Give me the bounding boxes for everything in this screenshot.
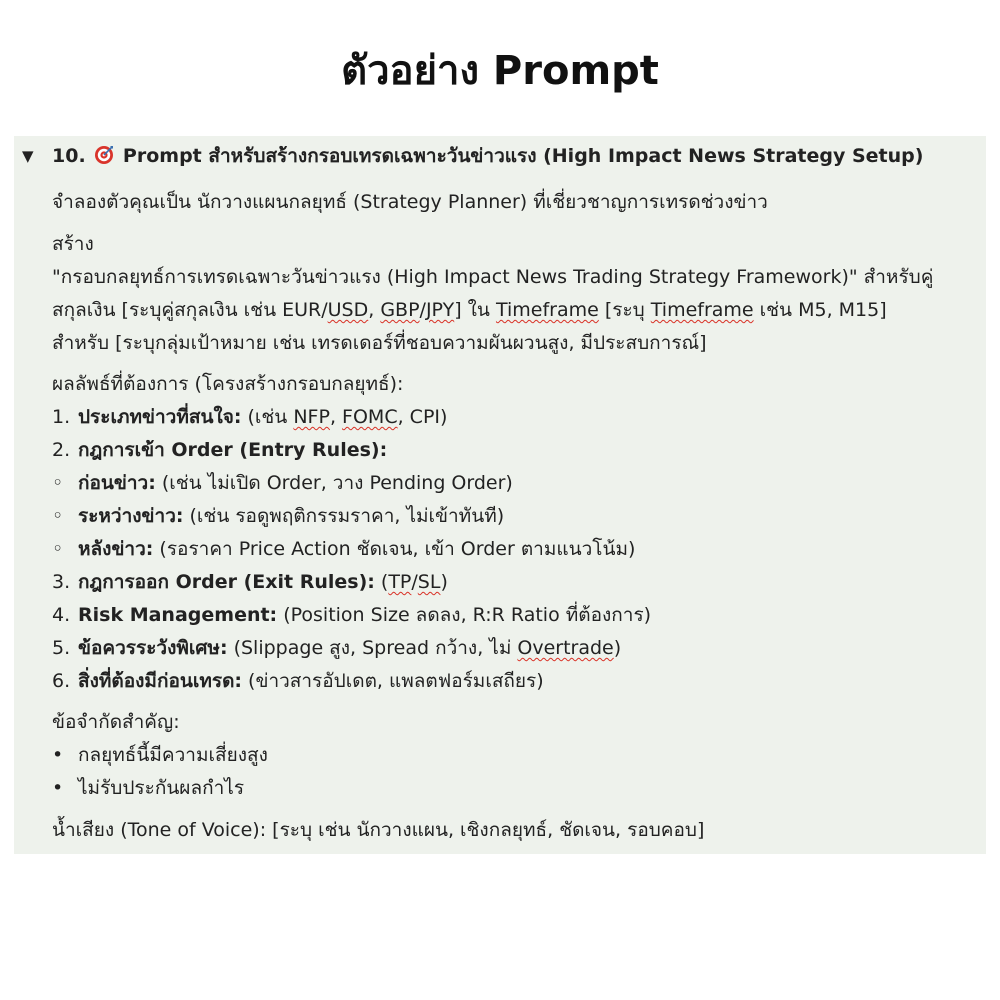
intro-line: จำลองตัวคุณเป็น นักวางแผนกลยุทธ์ (Strategy Planner) ที่เชี่ยวชาญการเทรดช่วงข่าว <box>52 191 768 213</box>
tone-line: น้ำเสียง (Tone of Voice): [ระบุ เช่น นักวางแผน, เชิงกลยุทธ์, ชัดเจน, รอบคอบ] <box>52 819 705 841</box>
create-line-2: สกุลเงิน [ระบุคู่สกุลเงิน เช่น EUR/USD, GBP/JPY] ใน Timeframe [ระบุ Timeframe เช่น M5, M15] <box>52 299 887 321</box>
limits-heading: ข้อจำกัดสำคัญ: <box>52 711 180 733</box>
toggle-title-prompt: Prompt <box>122 145 202 167</box>
sub-list-item: ◦ หลังข่าว: (รอราคา Price Action ชัดเจน, เข้า Order ตามแนวโน้ม) <box>52 538 636 560</box>
create-line-1: "กรอบกลยุทธ์การเทรดเฉพาะวันข่าวแรง (High Impact News Trading Strategy Framework)" สำหรับคู่ <box>52 266 934 288</box>
list-item: 3. กฎการออก Order (Exit Rules): (TP/SL) <box>52 571 448 593</box>
list-item: 6. สิ่งที่ต้องมีก่อนเทรด: (ข่าวสารอัปเดต, แพลตฟอร์มเสถียร) <box>52 670 544 692</box>
bullet-item: • กลยุทธ์นี้มีความเสี่ยงสูง <box>52 744 268 766</box>
results-heading: ผลลัพธ์ที่ต้องการ (โครงสร้างกรอบกลยุทธ์): <box>52 373 404 395</box>
page-title: ตัวอย่าง Prompt <box>341 48 659 94</box>
sub-list-item: ◦ ระหว่างข่าว: (เช่น รอดูพฤติกรรมราคา, ไม่เข้าทันที) <box>52 505 505 527</box>
sub-list-item: ◦ ก่อนข่าว: (เช่น ไม่เปิด Order, วาง Pending Order) <box>52 472 513 494</box>
toggle-content <box>52 140 982 847</box>
list-item: 4. Risk Management: (Position Size ลดลง, R:R Ratio ที่ต้องการ) <box>52 604 652 626</box>
toggle-title-text: สำหรับสร้างกรอบเทรดเฉพาะวันข่าวแรง (High Impact News Strategy Setup) <box>208 145 924 167</box>
list-item: 2. กฎการเข้า Order (Entry Rules): <box>52 439 388 461</box>
create-line-3: สำหรับ [ระบุกลุ่มเป้าหมาย เช่น เทรดเดอร์ที่ชอบความผันผวนสูง, มีประสบการณ์] <box>52 332 707 354</box>
list-item: 5. ข้อควรระวังพิเศษ: (Slippage สูง, Spread กว้าง, ไม่ Overtrade) <box>52 637 622 659</box>
caret-down-icon[interactable]: ▼ <box>22 147 34 165</box>
toggle-number: 10. <box>52 145 86 167</box>
create-label: สร้าง <box>52 233 94 255</box>
list-item: 1. ประเภทข่าวที่สนใจ: (เช่น NFP, FOMC, CPI) <box>52 406 448 428</box>
bullet-item: • ไม่รับประกันผลกำไร <box>52 777 245 799</box>
